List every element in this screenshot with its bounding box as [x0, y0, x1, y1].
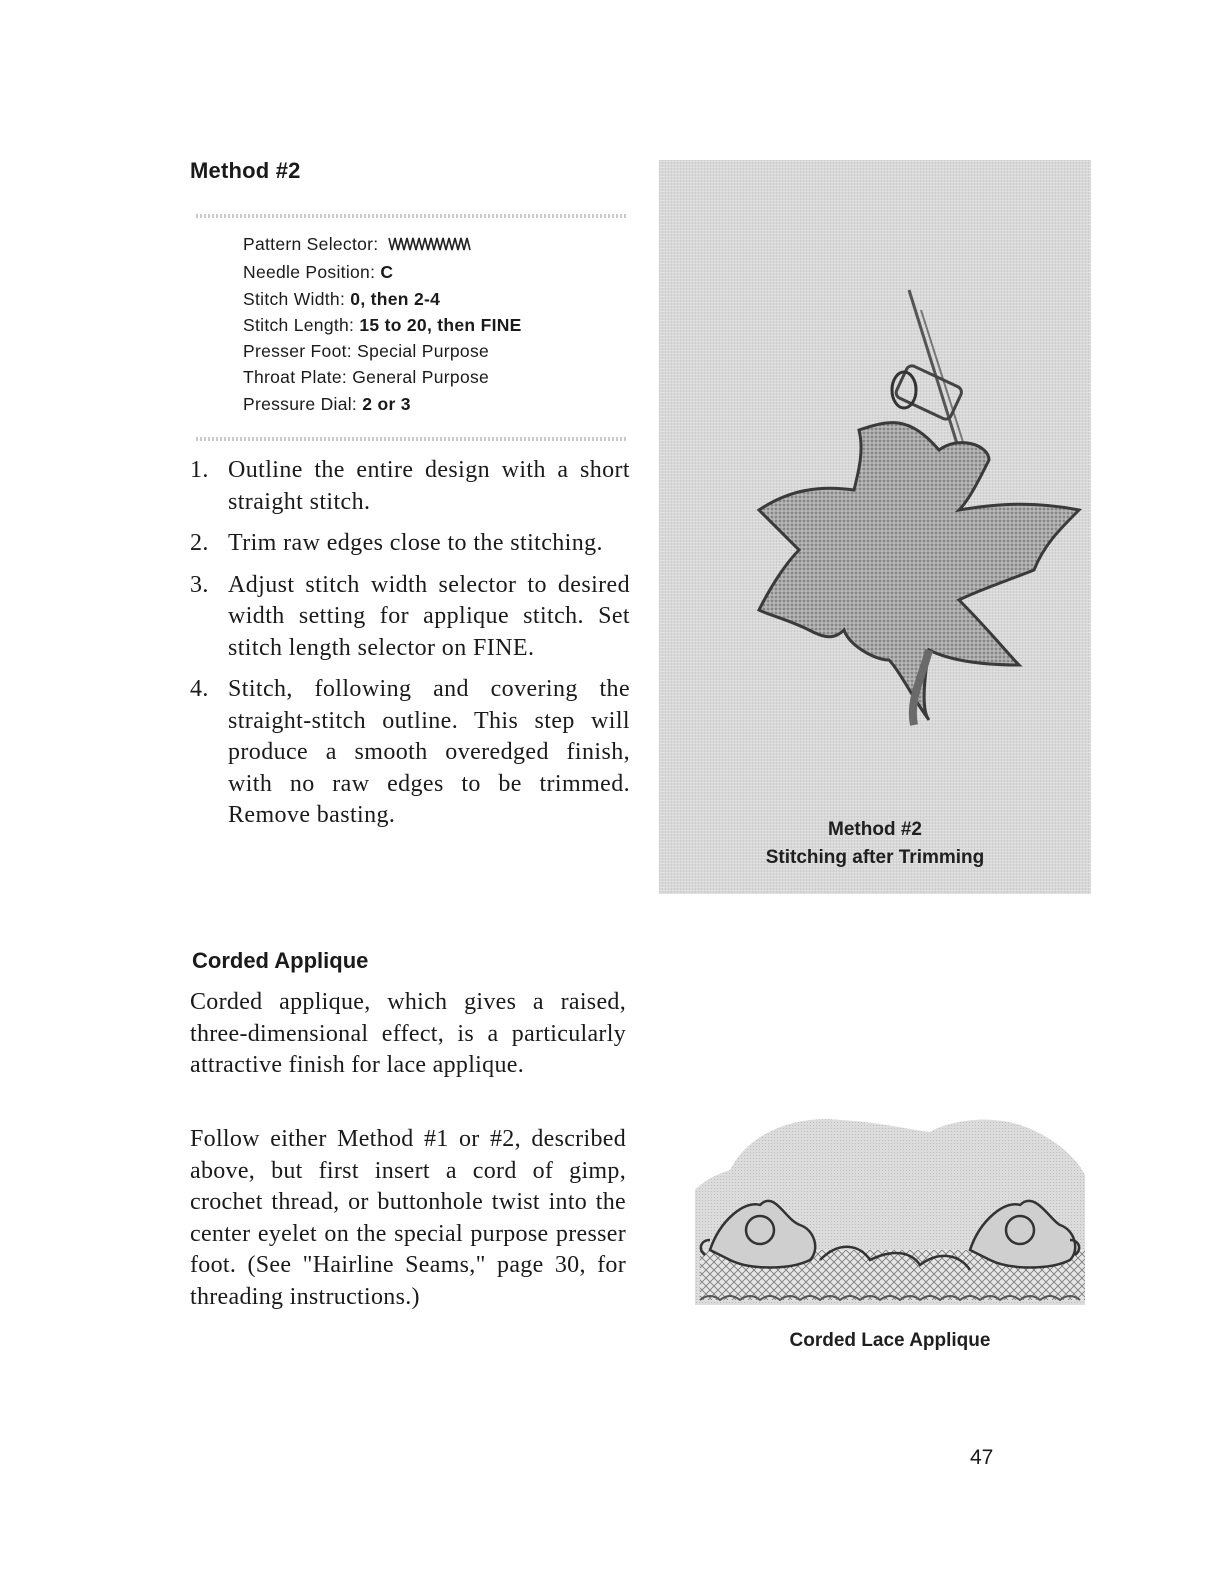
method-2-heading: Method #2 — [190, 158, 301, 183]
setting-pattern-selector — [243, 231, 522, 259]
setting-stitch-length: Stitch Length: 15 to 20, then FINE — [243, 314, 522, 335]
corded-paragraph-2: Follow either Method #1 or #2, described above, but first insert a cord of gimp, crochet thread, or buttonhole twist into the center eyelet on the special purpose presser foot. (See "Hairline Seams," page 30, for threading instructions.) — [190, 1126, 626, 1310]
method-2-steps — [190, 455, 630, 842]
step-item: 3. Adjust stitch width selector to desired width setting for applique stitch. Set stitch length selector on FINE. — [190, 571, 630, 661]
leaf-illustration — [659, 160, 1091, 894]
setting-pressure-dial: Pressure Dial: 2 or 3 — [243, 393, 411, 414]
page-number: 47 — [970, 1446, 994, 1469]
setting-label: Pattern Selector: — [243, 234, 379, 254]
divider-bottom — [196, 437, 628, 441]
step-item: 4. Stitch, following and covering the straight-stitch outline. This step will produce a smooth overedged finish, with no raw edges to be trimmed. Remove basting. — [190, 676, 630, 828]
step-item: 1. Outline the entire design with a short straight stitch. — [190, 457, 630, 515]
setting-throat-plate: Throat Plate: General Purpose — [243, 367, 490, 388]
setting-needle-position: Needle Position: C — [243, 262, 394, 283]
corded-applique-heading: Corded Applique — [192, 948, 369, 973]
figure-1-caption: Method #2 Stitching after Trimming — [765, 819, 985, 868]
machine-settings — [243, 231, 522, 417]
zigzag-stitch-icon — [388, 233, 472, 259]
setting-stitch-width: Stitch Width: 0, then 2-4 — [243, 288, 441, 309]
lace-illustration — [690, 1110, 1090, 1310]
divider-top — [196, 214, 628, 218]
figure-2-caption: Corded Lace Applique — [789, 1330, 991, 1351]
leaf-applique-photo — [659, 160, 1091, 894]
corded-paragraph-1: Corded applique, which gives a raised, three-dimensional effect, is a particularly attractive finish for lace applique. — [190, 989, 626, 1078]
step-item: 2. Trim raw edges close to the stitching. — [190, 530, 603, 556]
setting-presser-foot: Presser Foot: Special Purpose — [243, 341, 490, 362]
corded-lace-photo — [690, 1110, 1090, 1310]
